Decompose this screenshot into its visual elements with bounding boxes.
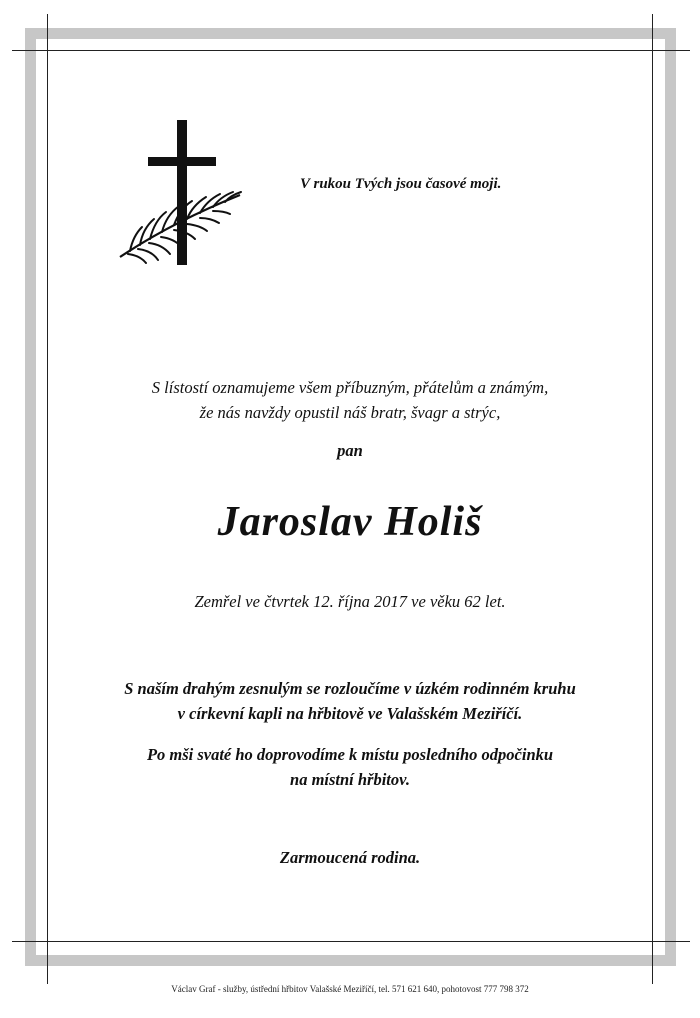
frame-line-bottom (12, 941, 690, 942)
frame-line-top (12, 50, 690, 51)
deceased-name: Jaroslav Holiš (217, 499, 483, 545)
salutation: pan (337, 441, 363, 460)
escort-line: Po mši svaté ho doprovodíme k místu posledního odpočinku (146, 745, 554, 764)
announcement-line: že nás navždy opustil náš bratr, švagr a strýc, (199, 403, 501, 422)
farewell-info (50, 676, 650, 726)
frame-band-top (25, 28, 676, 39)
frame-line-left (47, 14, 48, 984)
escort-line: na místní hřbitov. (290, 770, 410, 789)
frame-line-right (652, 14, 653, 984)
footer-contact: Václav Graf - služby, ústřední hřbitov Valašské Meziříčí, tel. 571 621 640, pohotovost 777 798 372 (171, 984, 529, 994)
farewell-line: S naším drahým zesnulým se rozloučíme v úzkém rodinném kruhu (124, 679, 576, 698)
signature: Zarmoucená rodina. (279, 848, 421, 867)
cross-with-palm-branch-icon (110, 115, 250, 275)
farewell-line: v církevní kapli na hřbitově ve Valašském Meziříčí. (177, 704, 523, 723)
motto: V rukou Tvých jsou časové moji. (300, 176, 502, 192)
announcement (50, 375, 650, 425)
frame-band-bottom (25, 955, 676, 966)
announcement-line: S lístostí oznamujeme všem příbuzným, přátelům a známým, (151, 378, 549, 397)
frame-band-left (25, 28, 36, 966)
escort-info (50, 742, 650, 792)
frame-band-right (665, 28, 676, 966)
death-info: Zemřel ve čtvrtek 12. října 2017 ve věku 62 let. (194, 592, 506, 611)
